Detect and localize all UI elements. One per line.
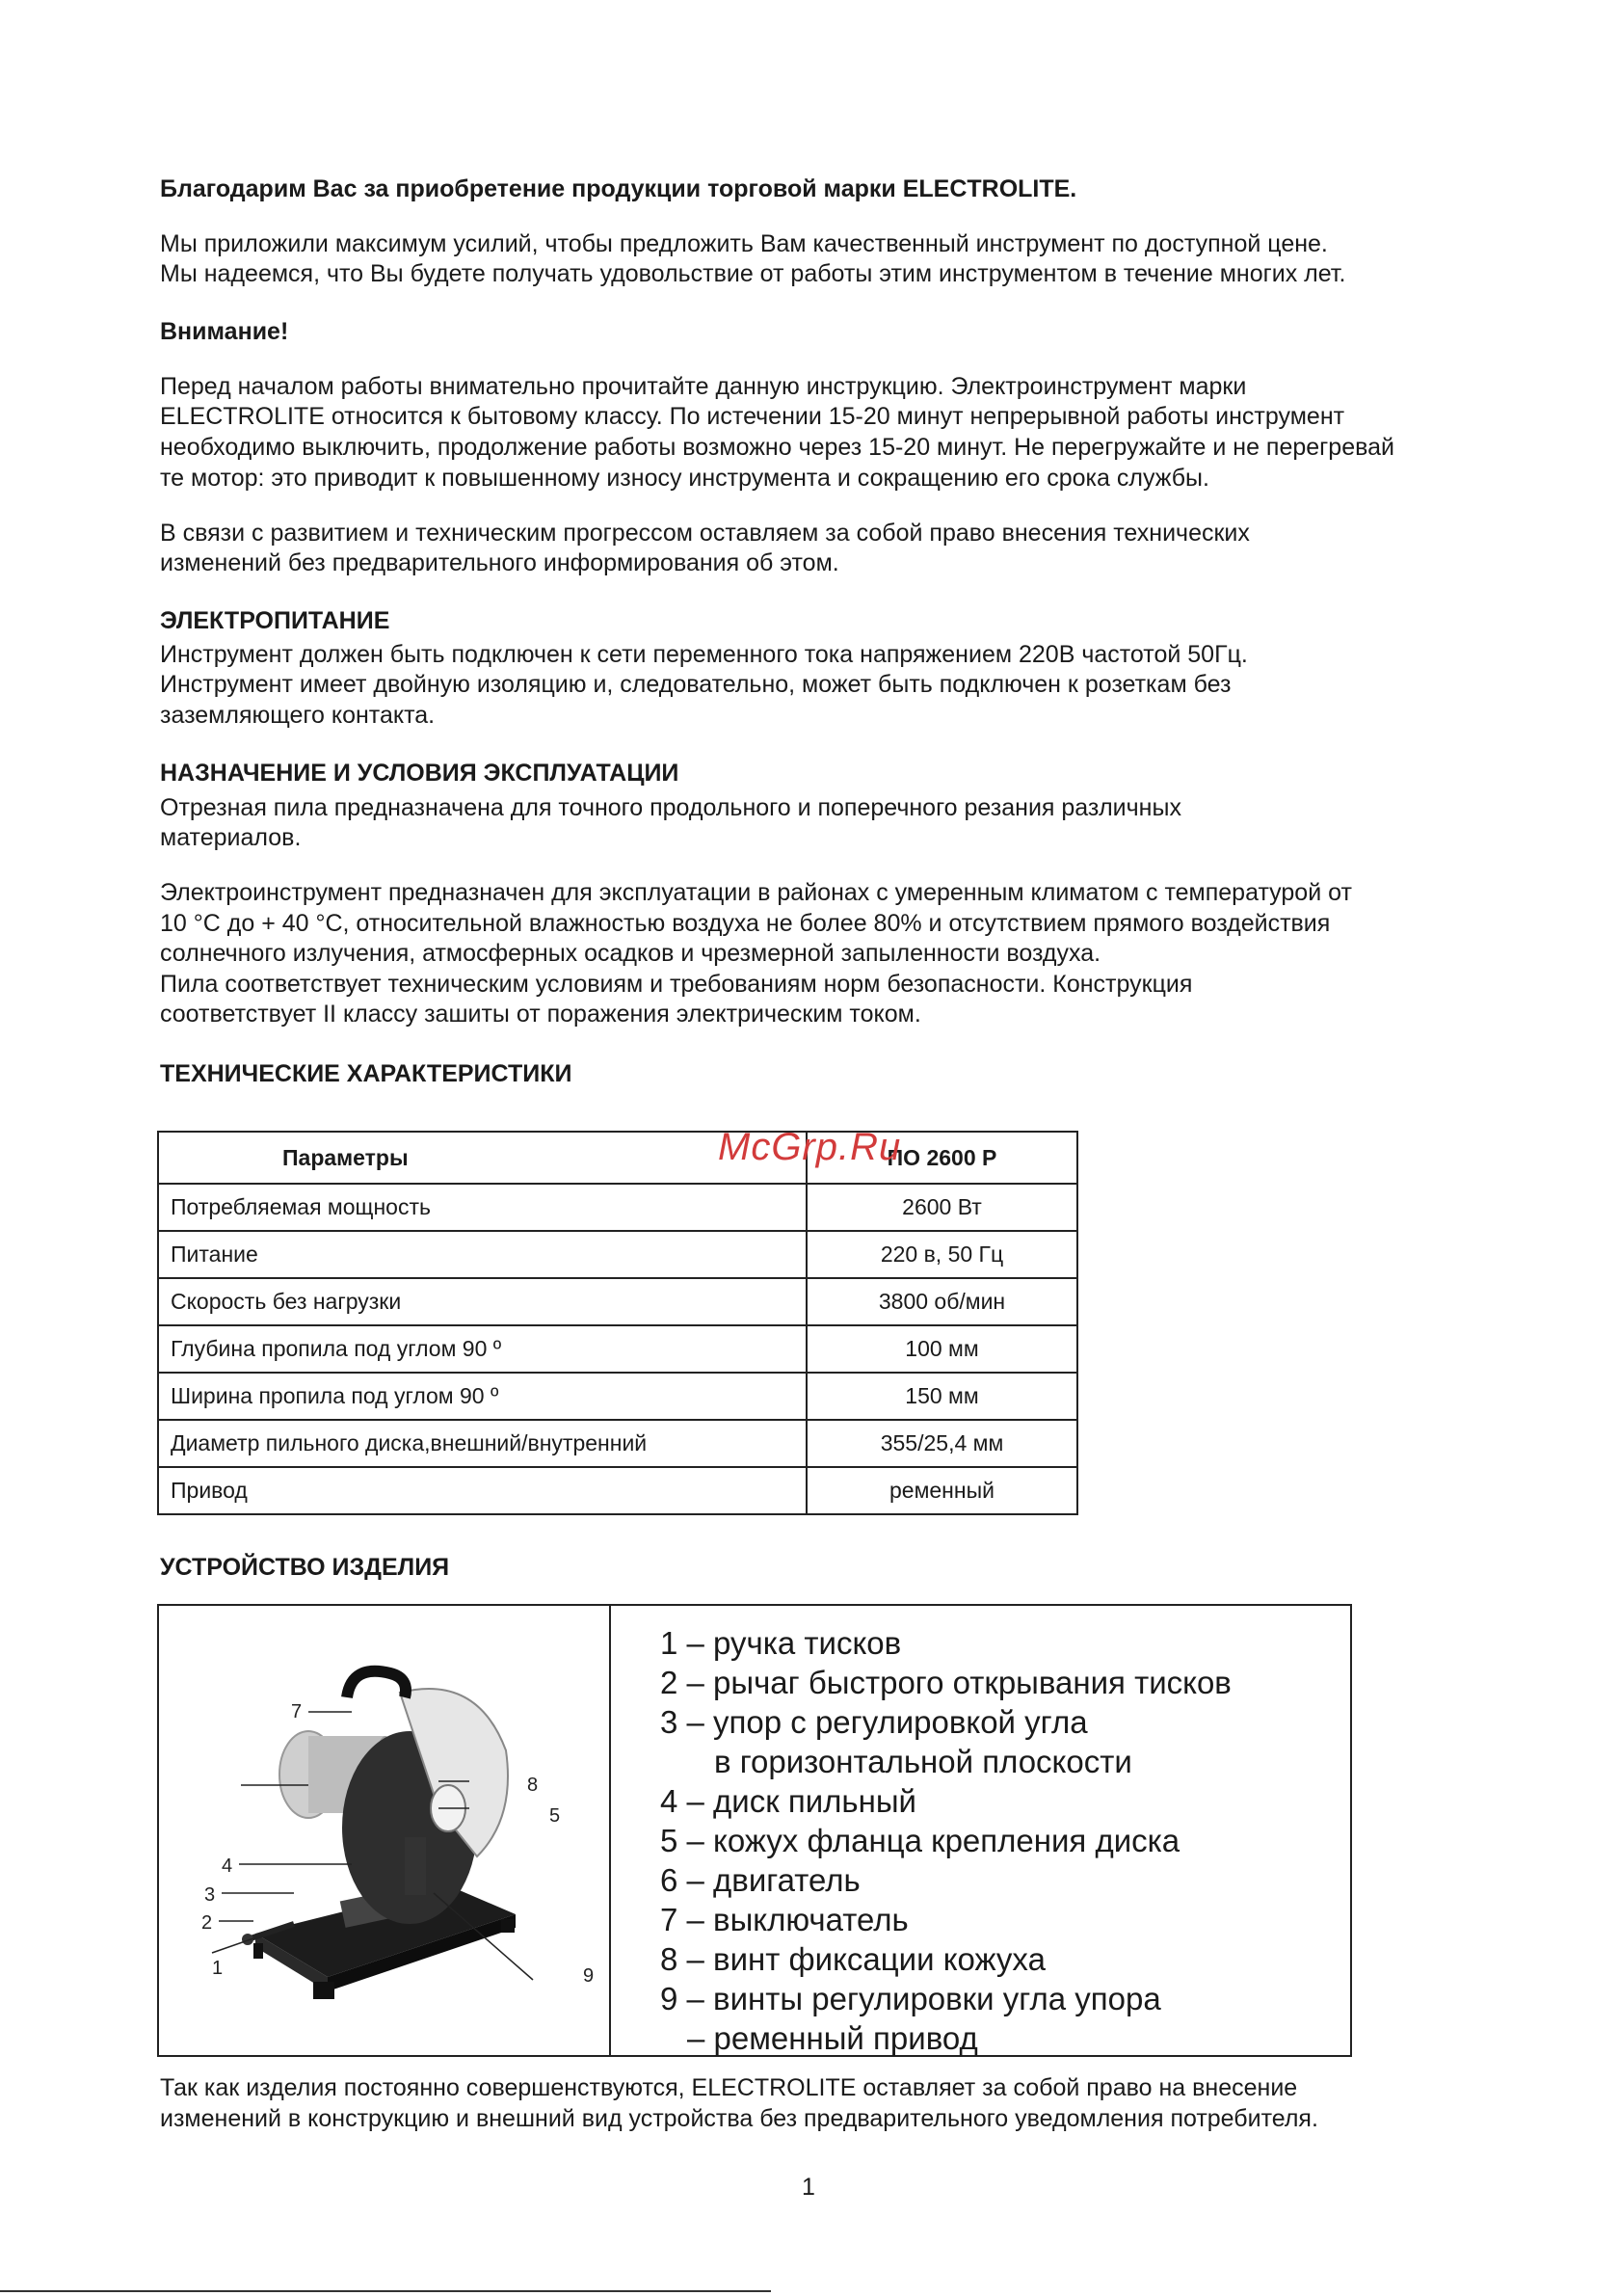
callout-3: 3: [204, 1884, 216, 1906]
device-legend: [660, 1623, 1232, 2058]
table-row: [158, 1467, 1077, 1514]
legend-item: 4 – диск пильный: [660, 1783, 916, 1819]
legend-item: – ременный привод: [687, 2020, 978, 2056]
attention-line-1: Перед началом работы внимательно прочитайте данную инструкцию. Электроинструмент марки: [160, 373, 1247, 400]
climate-line-1: Электроинструмент предназначен для эксплуатации в районах с умеренным климатом с температурой от: [160, 879, 1352, 906]
device-box: [157, 1604, 1352, 2057]
legend-item: 1 – ручка тисков: [660, 1625, 902, 1661]
purpose-line-2: материалов.: [160, 824, 302, 851]
value-cell: 3800 об/мин: [807, 1278, 1077, 1325]
legend-item: 9 – винты регулировки угла упора: [660, 1981, 1161, 2016]
progress-line-2: изменений без предварительного информирования об этом.: [160, 549, 839, 576]
table-row: [158, 1231, 1077, 1278]
legend-item: 3 – упор с регулировкой угла: [660, 1704, 1088, 1740]
legend-item: 2 – рычаг быстрого открывания тисков: [660, 1665, 1232, 1700]
header-param: Параметры: [158, 1132, 807, 1184]
table-row: [158, 1184, 1077, 1231]
param-cell: Ширина пропила под углом 90 º: [158, 1373, 807, 1420]
legend-item: 7 – выключатель: [660, 1902, 909, 1937]
purpose-line-1: Отрезная пила предназначена для точного продольного и поперечного резания различных: [160, 794, 1181, 821]
callout-5: 5: [549, 1805, 561, 1827]
specs-title: ТЕХНИЧЕСКИЕ ХАРАКТЕРИСТИКИ: [160, 1060, 572, 1087]
legend-item: в горизонтальной плоскости: [714, 1744, 1132, 1779]
header-model: ПО 2600 Р: [807, 1132, 1077, 1184]
callout-7: 7: [291, 1701, 303, 1722]
purpose-title: НАЗНАЧЕНИЕ И УСЛОВИЯ ЭКСПЛУАТАЦИИ: [160, 760, 679, 787]
thanks-heading: Благодарим Вас за приобретение продукции торговой марки ELECTROLITE.: [160, 175, 1077, 202]
value-cell: 100 мм: [807, 1325, 1077, 1373]
power-line-2: Инструмент имеет двойную изоляцию и, следовательно, может быть подключен к розеткам без: [160, 671, 1232, 698]
attention-title: Внимание!: [160, 318, 289, 345]
attention-line-3: необходимо выключить, продолжение работы возможно через 15-20 минут. Не перегружайте и не перегревай: [160, 434, 1394, 461]
legend-item: 8 – винт фиксации кожуха: [660, 1941, 1046, 1977]
table-row: [158, 1278, 1077, 1325]
param-cell: Потребляемая мощность: [158, 1184, 807, 1231]
power-line-1: Инструмент должен быть подключен к сети переменного тока напряжением 220В частотой 50Гц.: [160, 641, 1248, 668]
param-cell: Скорость без нагрузки: [158, 1278, 807, 1325]
value-cell: 2600 Вт: [807, 1184, 1077, 1231]
param-cell: Глубина пропила под углом 90 º: [158, 1325, 807, 1373]
footer-line-1: Так как изделия постоянно совершенствуются, ELECTROLITE оставляет за собой право на внесение: [160, 2074, 1298, 2101]
value-cell: 355/25,4 мм: [807, 1420, 1077, 1467]
saw-illustration: [159, 1606, 608, 2055]
progress-line-1: В связи с развитием и техническим прогрессом оставляем за собой право внесения технических: [160, 520, 1250, 547]
specs-table: [157, 1131, 1078, 1515]
callout-2: 2: [201, 1912, 213, 1934]
attention-line-2: ELECTROLITE относится к бытовому классу. По истечении 15-20 минут непрерывной работы инструмент: [160, 403, 1345, 430]
power-title: ЭЛЕКТРОПИТАНИЕ: [160, 607, 390, 634]
param-cell: Питание: [158, 1231, 807, 1278]
table-header-row: [158, 1132, 1077, 1184]
legend-item: 5 – кожух фланца крепления диска: [660, 1823, 1180, 1858]
value-cell: 220 в, 50 Гц: [807, 1231, 1077, 1278]
param-cell: Привод: [158, 1467, 807, 1514]
page-number: 1: [802, 2174, 815, 2201]
climate-line-2: 10 °С до + 40 °С, относительной влажностью воздуха не более 80% и отсутствием прямого воздействия: [160, 910, 1331, 937]
climate-line-3: солнечного излучения, атмосферных осадков и чрезмерной запыленности воздуха.: [160, 940, 1101, 967]
table-row: [158, 1420, 1077, 1467]
intro-line-2: Мы надеемся, что Вы будете получать удовольствие от работы этим инструментом в течение многих лет.: [160, 260, 1346, 287]
value-cell: ременный: [807, 1467, 1077, 1514]
table-row: [158, 1325, 1077, 1373]
value-cell: 150 мм: [807, 1373, 1077, 1420]
attention-line-4: те мотор: это приводит к повышенному износу инструмента и сокращению его срока службы.: [160, 465, 1209, 492]
intro-line-1: Мы приложили максимум усилий, чтобы предложить Вам качественный инструмент по доступной цене.: [160, 230, 1328, 257]
table-row: [158, 1373, 1077, 1420]
device-title: УСТРОЙСТВО ИЗДЕЛИЯ: [160, 1554, 450, 1581]
climate-line-5: соответствует II классу зашиты от поражения электрическим током.: [160, 1001, 921, 1028]
climate-line-4: Пила соответствует техническим условиям и требованиям норм безопасности. Конструкция: [160, 971, 1193, 998]
param-cell: Диаметр пильного диска,внешний/внутренний: [158, 1420, 807, 1467]
callout-4: 4: [222, 1855, 233, 1877]
watermark: McGrp.Ru: [718, 1126, 902, 1168]
callout-9: 9: [583, 1965, 595, 1987]
callout-1: 1: [212, 1958, 224, 1979]
legend-item: 6 – двигатель: [660, 1862, 861, 1898]
callout-8: 8: [527, 1775, 539, 1796]
bottom-rule: [0, 2290, 771, 2292]
footer-line-2: изменений в конструкцию и внешний вид устройства без предварительного уведомления потребителя.: [160, 2105, 1318, 2132]
power-line-3: заземляющего контакта.: [160, 702, 436, 729]
device-divider: [609, 1606, 611, 2055]
